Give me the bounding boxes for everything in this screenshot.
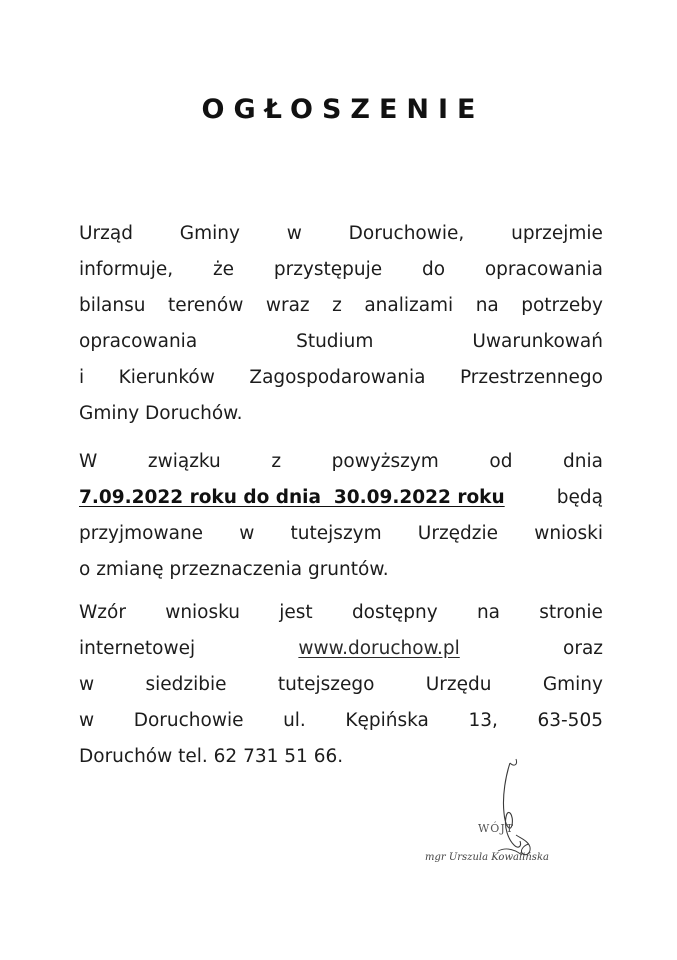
word: na — [475, 295, 499, 316]
word: i — [79, 367, 85, 388]
word: w — [239, 523, 255, 544]
word: W — [79, 451, 98, 472]
word: 13, — [468, 710, 498, 731]
signer-name: mgr Urszula Kowalińska — [425, 852, 549, 863]
word: do — [421, 259, 446, 280]
word: w — [79, 674, 95, 695]
paragraph-line — [79, 216, 603, 252]
word: że — [212, 259, 235, 280]
word: w — [79, 710, 95, 731]
word: 63-505 — [537, 710, 603, 731]
word: z — [271, 451, 282, 472]
word: Doruchowie — [133, 710, 244, 731]
word: potrzeby — [521, 295, 603, 316]
word: Gminy — [179, 223, 240, 244]
paragraph-line: o zmianę przeznaczenia gruntów. — [79, 559, 389, 580]
paragraph-dates — [79, 444, 603, 588]
word: analizami — [364, 295, 454, 316]
stamp-title: WÓJT — [478, 822, 515, 835]
word: Urząd — [79, 223, 133, 244]
word: z — [332, 295, 342, 316]
paragraph-line — [79, 595, 603, 631]
word: Doruchowie, — [348, 223, 465, 244]
paragraph-line — [79, 480, 603, 516]
word: informuje, — [79, 259, 174, 280]
word: Studium — [296, 331, 374, 352]
paragraph-line: Doruchów tel. 62 731 51 66. — [79, 746, 344, 767]
paragraph-line — [79, 252, 603, 288]
word: terenów — [167, 295, 244, 316]
word: powyższym — [331, 451, 439, 472]
paragraph-line — [79, 444, 603, 480]
word: dnia — [563, 451, 603, 472]
date-range: 7.09.2022 roku do dnia 30.09.2022 roku — [79, 487, 505, 508]
word: Zagospodarowania — [249, 367, 426, 388]
handwritten-signature — [410, 755, 590, 885]
word: od — [489, 451, 513, 472]
paragraph-line — [79, 360, 603, 396]
word: bilansu — [79, 295, 146, 316]
word: będą — [556, 487, 603, 508]
word: Przestrzennego — [459, 367, 603, 388]
word: wraz — [265, 295, 310, 316]
paragraph-line — [79, 631, 603, 667]
word: stronie — [539, 602, 603, 623]
paragraph-line — [79, 516, 603, 552]
paragraph-intro — [79, 216, 603, 432]
paragraph-line — [79, 667, 603, 703]
word: ul. — [283, 710, 306, 731]
website-link[interactable]: www.doruchow.pl — [298, 638, 460, 659]
word: opracowania — [79, 331, 198, 352]
word: wniosku — [165, 602, 241, 623]
paragraph-line — [79, 288, 603, 324]
paragraph-contact — [79, 595, 603, 775]
word: dostępny — [351, 602, 438, 623]
page-title: OGŁOSZENIE — [201, 94, 485, 125]
paragraph-line: Gminy Doruchów. — [79, 403, 243, 424]
word: Urzędu — [425, 674, 492, 695]
word: na — [476, 602, 501, 623]
word: oraz — [563, 638, 603, 659]
word: Kępińska — [345, 710, 429, 731]
word: w — [286, 223, 302, 244]
word: siedzibie — [145, 674, 227, 695]
word: związku — [147, 451, 221, 472]
word: Wzór — [79, 602, 126, 623]
paragraph-line — [79, 324, 603, 360]
word: tutejszego — [277, 674, 375, 695]
word: Kierunków — [118, 367, 215, 388]
word: uprzejmie — [511, 223, 603, 244]
word: Uwarunkowań — [472, 331, 603, 352]
paragraph-line — [79, 703, 603, 739]
word: internetowej — [79, 638, 196, 659]
word: Urzędzie — [417, 523, 499, 544]
word: przystępuje — [273, 259, 383, 280]
word: wnioski — [534, 523, 603, 544]
word: opracowania — [484, 259, 603, 280]
word: Gminy — [542, 674, 603, 695]
word: tutejszym — [290, 523, 382, 544]
word: przyjmowane — [79, 523, 204, 544]
word: jest — [279, 602, 313, 623]
